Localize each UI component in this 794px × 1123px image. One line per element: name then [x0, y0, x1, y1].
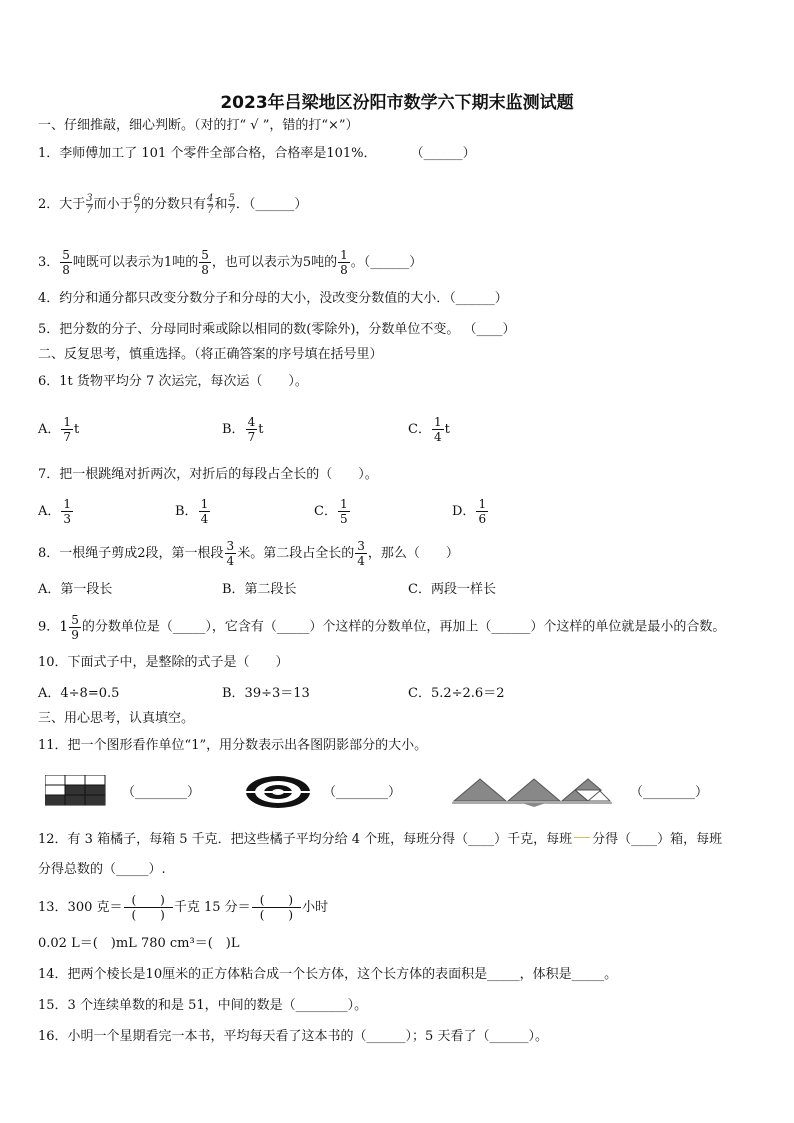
q2-fraction-1: $\frac{3}{7}$	[86, 193, 93, 216]
q3-fraction-3: $\frac{1}{8}$	[340, 248, 348, 277]
section-2-heading: 二、反复思考，慎重选择。（将正确答案的序号填在括号里）	[38, 347, 383, 362]
section-3-heading: 三、用心思考，认真填空。	[38, 711, 195, 726]
question-4: 4．约分和通分都只改变分数分子和分母的大小，没改变分数值的大小．（______）	[38, 291, 508, 306]
question-10: 10．下面式子中，是整除的式子是（ ）	[38, 655, 289, 670]
q2-mid2: 的分数只有	[141, 197, 207, 212]
q3-prefix: 3．	[38, 255, 60, 270]
question-8: 8．一根绳子剪成2段，第一根段 $\frac{3}{4}$ 米。第二段占全长的 $\frac{3}{4}$ ，那么（ ）	[38, 539, 459, 568]
question-3	[38, 245, 422, 281]
q2-suffix: ．（______）	[235, 197, 308, 212]
question-2	[38, 186, 307, 224]
q10-option-a: A．4÷8=0.5	[38, 686, 120, 701]
q13-blank-fraction-1: $\frac{( )}{( )}$	[124, 893, 173, 922]
q7-option-b: B． $\frac{1}{4}$	[175, 497, 209, 526]
q1-text: 1．李师傅加工了 101 个零件全部合格，合格率是101%．	[38, 146, 377, 161]
q11-blank-1: （________）	[122, 785, 201, 800]
q3-mid: 吨既可以表示为1吨的	[72, 255, 199, 270]
q3-fraction-1: $\frac{5}{8}$	[62, 248, 70, 277]
question-5: 5．把分数的分子、分母同时乘或除以相同的数(零除外)，分数单位不变。 （____）	[38, 322, 516, 337]
q2-fraction-4: $\frac{5}{7}$	[228, 193, 235, 216]
section-1-heading: 一、仔细推敲，细心判断。（对的打“ √ ”，错的打“×”）	[38, 118, 359, 133]
q2-mid: 而小于	[93, 197, 133, 212]
q11-blank-3: （________）	[630, 785, 709, 800]
question-9: 9．1 $\frac{5}{9}$ 的分数单位是（_____），它含有（_____）个这样的分数单位，再加上（______）个这样的单位就是最小的合数。	[38, 612, 726, 642]
q11-blank-2: （________）	[323, 785, 402, 800]
q7-option-c: C． $\frac{1}{5}$	[314, 497, 348, 526]
q10-option-b: B．39÷3＝13	[222, 686, 310, 701]
concentric-circles-figure	[245, 775, 311, 809]
q8-option-a: A．第一段长	[38, 582, 113, 597]
q7-option-d: D． $\frac{1}{6}$	[452, 497, 487, 526]
q8-option-b: B．第二段长	[222, 582, 297, 597]
page-title: 2023年吕梁地区汾阳市数学六下期末监测试题	[220, 93, 574, 113]
question-12-line-2: 分得总数的（_____）.	[38, 862, 166, 877]
question-12: 12．有 3 箱橘子，每箱 5 千克．把这些橘子平均分给 4 个班，每班分得（____）千克，每班 分得（____）箱，每班	[38, 832, 723, 847]
question-11: 11．把一个图形看作单位“1”，用分数表示出各图阴影部分的大小。	[38, 738, 428, 753]
q2-fraction-3: $\frac{4}{7}$	[207, 193, 214, 216]
question-15: 15．3 个连续单数的和是 51，中间的数是（________）。	[38, 998, 368, 1013]
q13-blank-fraction-2: $\frac{( )}{( )}$	[252, 893, 301, 922]
q12-colored-mark	[574, 837, 590, 838]
q1-answer-bracket: （______）	[410, 146, 476, 161]
q2-fraction-2: $\frac{6}{7}$	[133, 193, 141, 216]
q3-suffix: 。（______）	[350, 255, 423, 270]
q8-fraction-2: $\frac{3}{4}$	[357, 539, 365, 568]
q8-option-c: C．两段一样长	[408, 582, 496, 597]
question-7: 7．把一根跳绳对折两次，对折后的每段占全长的（ ）。	[38, 467, 378, 482]
q3-mid2: ，也可以表示为5吨的	[211, 255, 338, 270]
question-13-line-2: 0.02 L＝( )mL 780 cm³＝( )L	[38, 936, 240, 951]
question-13: 13．300 克＝ $\frac{( )}{( )}$ 千克 15 分＝ $\frac{( )}{( )}$ 小时	[38, 893, 329, 922]
q6-option-c: C． $\frac{1}{4}$ t	[408, 415, 450, 444]
q8-fraction-1: $\frac{3}{4}$	[226, 539, 235, 568]
q6-option-a: A． $\frac{1}{7}$ t	[38, 415, 80, 444]
q10-option-c: C．5.2÷2.6＝2	[408, 686, 505, 701]
question-6: 6．1t 货物平均分 7 次运完，每次运（ ）。	[38, 374, 308, 389]
question-14: 14．把两个棱长是10厘米的正方体粘合成一个长方体，这个长方体的表面积是_____，体积是_____。	[38, 967, 618, 982]
question-1	[38, 146, 476, 162]
question-16: 16．小明一个星期看完一本书，平均每天看了这本书的（______）；5 天看了（______）。	[38, 1029, 548, 1044]
q9-mixed-fraction: $\frac{5}{9}$	[71, 612, 79, 642]
q6-option-b: B． $\frac{4}{7}$ t	[222, 415, 264, 444]
grid-figure	[45, 775, 107, 807]
q2-and: 和	[214, 197, 228, 212]
q7-option-a: A． $\frac{1}{3}$	[38, 497, 72, 526]
q3-fraction-2: $\frac{5}{8}$	[201, 248, 209, 277]
triangles-figure	[452, 775, 614, 809]
q2-prefix: 2．大于	[38, 197, 86, 212]
